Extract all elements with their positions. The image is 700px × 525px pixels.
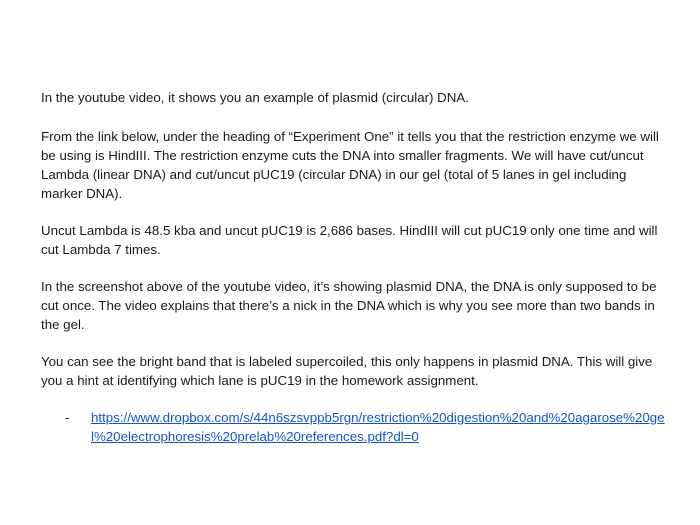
list-bullet: - [65, 410, 70, 425]
paragraph-supercoiled-hint: You can see the bright band that is labeled supercoiled, this only happens in plasmid DNA. This will give you a hint at identifying which lane is pUC19 in the homework assignment. [41, 354, 653, 388]
reference-list [41, 408, 671, 446]
dropbox-reference-link[interactable]: https://www.dropbox.com/s/44n6szsvppb5rgn/restriction%20digestion%20and%20agarose%20gel%20electrophoresis%20prelab%20references.pdf?dl=0 [91, 410, 665, 444]
paragraph-screenshot-explanation: In the screenshot above of the youtube video, it’s showing plasmid DNA, the DNA is only supposed to be cut once. The video explains that there’s a nick in the DNA which is why you see more than two bands in the gel. [41, 279, 657, 332]
document-body [41, 88, 671, 446]
paragraph-experiment-one: From the link below, under the heading of “Experiment One” it tells you that the restriction enzyme we will be using is HindIII. The restriction enzyme cuts the DNA into smaller fragments. We will have cut/uncut Lambda (linear DNA) and cut/uncut pUC19 (circular DNA) in our gel (total of 5 lanes in gel including marker DNA). [41, 129, 659, 201]
list-item [41, 408, 671, 446]
paragraph-intro: In the youtube video, it shows you an example of plasmid (circular) DNA. [41, 90, 469, 105]
paragraph-sizes: Uncut Lambda is 48.5 kba and uncut pUC19 is 2,686 bases. HindIII will cut pUC19 only one time and will cut Lambda 7 times. [41, 223, 658, 257]
